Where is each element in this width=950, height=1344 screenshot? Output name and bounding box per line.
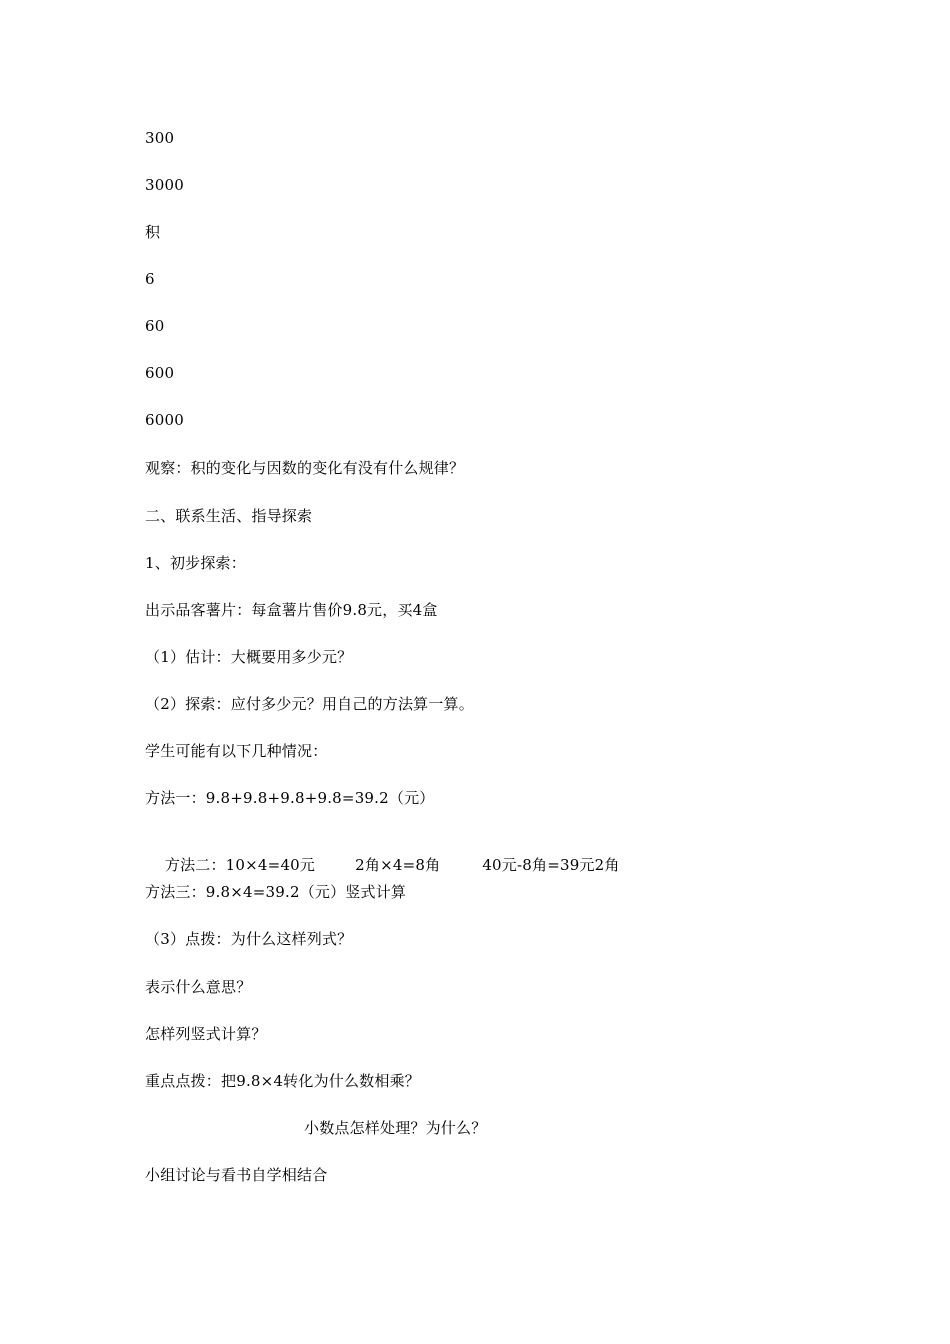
section-heading: 二、联系生活、指导探索 (145, 507, 313, 525)
text-line: 积 (145, 223, 161, 241)
text-line: 60 (145, 317, 165, 335)
text-line: （1）估计：大概要用多少元？ (145, 648, 353, 666)
text-line: 观察：积的变化与因数的变化有没有什么规律？ (145, 459, 465, 477)
indented-text-line: 小数点怎样处理？为什么？ (304, 1119, 487, 1137)
text-line: （3）点拨：为什么这样列式？ (145, 930, 353, 948)
text-line: 6 (145, 270, 155, 288)
text-line: 方法三：9.8×4=39.2（元）竖式计算 (145, 883, 407, 901)
text-line: 表示什么意思？ (145, 978, 252, 996)
text-line: 怎样列竖式计算？ (145, 1025, 267, 1043)
text-line: 学生可能有以下几种情况： (145, 742, 328, 760)
method-two-part3: 40元-8角=39元2角 (482, 856, 620, 874)
text-line: 6000 (145, 411, 184, 429)
text-line: 3000 (145, 176, 184, 194)
text-line: 小组讨论与看书自学相结合 (145, 1166, 328, 1184)
method-two-part1: 方法二：10×4=40元 (164, 856, 316, 874)
text-line: 600 (145, 364, 175, 382)
text-line: （2）探索：应付多少元？用自己的方法算一算。 (145, 695, 474, 713)
method-two-part2: 2角×4=8角 (355, 856, 441, 874)
text-line: 300 (145, 129, 175, 147)
text-line: 出示品客薯片：每盒薯片售价9.8元，买4盒 (145, 601, 438, 619)
subsection-heading: 1、初步探索： (145, 554, 246, 572)
text-line: 方法一：9.8+9.8+9.8+9.8=39.2（元） (145, 789, 435, 807)
text-line: 重点点拨：把9.8×4转化为什么数相乘？ (145, 1072, 420, 1090)
